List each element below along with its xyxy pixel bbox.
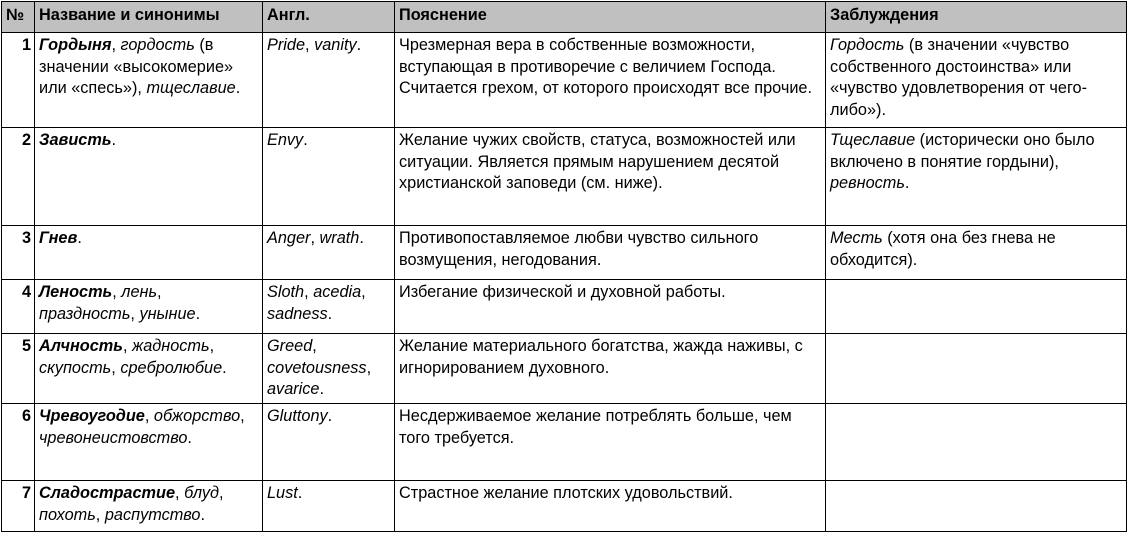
cell-name — [35, 128, 263, 226]
cell-name-text: . — [195, 304, 201, 323]
cell-num: 6 — [2, 404, 35, 481]
cell-misc-text: ревность — [830, 174, 905, 192]
cell-name-text: . — [200, 505, 206, 524]
header-misc: Заблуждения — [826, 2, 1127, 33]
cell-eng-text: acedia — [313, 283, 362, 301]
cell-eng-text: Sloth — [267, 283, 305, 301]
cell-eng-text: , — [304, 283, 314, 301]
cell-name-text: блуд — [184, 484, 220, 502]
cell-eng — [263, 128, 395, 226]
cell-eng-text: Pride — [267, 36, 306, 54]
cell-name-text: , — [209, 337, 215, 355]
table-row — [2, 280, 1127, 334]
cell-eng-text: Anger — [267, 229, 311, 247]
cell-name-text: Зависть — [39, 131, 112, 149]
cell-eng — [263, 334, 395, 404]
cell-misc — [826, 334, 1127, 404]
cell-eng — [263, 226, 395, 280]
cell-name-text: чревонеистовство — [39, 428, 188, 447]
cell-name-text: Гнев — [39, 229, 78, 247]
cell-desc — [395, 128, 826, 226]
cell-misc — [826, 33, 1127, 128]
cell-eng-text: Envy — [267, 131, 304, 149]
cell-misc-text: Месть — [830, 229, 883, 247]
cell-misc-text: (исторически оно было включено в понятие гордыни), — [830, 131, 1095, 171]
cell-misc — [826, 128, 1127, 226]
cell-desc-text: Страстное желание плотских удовольствий. — [399, 484, 733, 502]
cell-name-text: . — [235, 79, 241, 97]
cell-eng-text: , — [305, 36, 315, 54]
cell-eng-text: wrath — [319, 229, 360, 247]
cell-name-text: , — [240, 407, 245, 425]
cell-eng-text: . — [297, 484, 303, 502]
cell-eng-text: . — [356, 36, 362, 54]
cell-name-text: , — [112, 283, 122, 301]
cell-eng — [263, 404, 395, 481]
table-row — [2, 33, 1127, 128]
cell-name-text: жадность — [132, 337, 210, 355]
cell-desc — [395, 334, 826, 404]
cell-name-text: , — [175, 484, 185, 502]
cell-name-text: праздность — [39, 304, 131, 323]
cell-eng — [263, 280, 395, 334]
cell-name-text: , — [219, 484, 224, 502]
cell-eng-text: . — [303, 131, 308, 149]
header-row — [2, 2, 1127, 33]
cell-name-text: Алчность — [39, 337, 123, 355]
cell-name-text: , — [122, 337, 133, 355]
table-body — [2, 33, 1127, 532]
cell-name-text: лень — [121, 283, 158, 301]
cell-name — [35, 404, 263, 481]
cell-eng-text: avarice — [267, 380, 320, 398]
cell-eng-text: . — [319, 380, 325, 398]
cell-name-text: , — [95, 505, 105, 524]
cell-name-text: , — [111, 358, 121, 377]
cell-name-text: гордость — [120, 36, 195, 54]
cell-eng-text: sadness — [267, 304, 328, 323]
cell-desc-text: Несдерживаемое желание потреблять больше, чем того требуется. — [399, 407, 792, 447]
cell-name-text: , — [130, 304, 140, 323]
cell-name-text: Сладострастие — [39, 484, 176, 502]
cell-name-text: . — [222, 358, 227, 377]
cell-name-text: распутство — [104, 505, 201, 524]
cell-eng-text: Gluttony — [267, 407, 328, 425]
cell-desc — [395, 404, 826, 481]
cell-name — [35, 334, 263, 404]
cell-num: 5 — [2, 334, 35, 404]
cell-desc — [395, 226, 826, 280]
cell-name — [35, 481, 263, 532]
cell-eng-text: , — [361, 283, 366, 301]
cell-misc — [826, 226, 1127, 280]
cell-name-text: сребролюбие — [120, 358, 223, 377]
cell-name-text: обжорство — [153, 407, 241, 425]
cell-num: 7 — [2, 481, 35, 532]
cell-name — [35, 226, 263, 280]
cell-misc-text: Гордость — [830, 36, 905, 54]
cell-name-text: Гордыня — [39, 36, 112, 54]
header-desc: Пояснение — [395, 2, 826, 33]
cell-desc — [395, 481, 826, 532]
table-row — [2, 226, 1127, 280]
cell-name-text: , — [111, 36, 121, 54]
cell-name-text: уныние — [139, 304, 196, 323]
cell-name — [35, 33, 263, 128]
cell-num: 3 — [2, 226, 35, 280]
cell-num: 1 — [2, 33, 35, 128]
cell-eng-text: Lust — [267, 484, 298, 502]
cell-name-text: тщеславие — [146, 79, 236, 97]
cell-eng-text: , — [310, 229, 320, 247]
cell-eng-text: , — [366, 358, 372, 377]
cell-misc — [826, 280, 1127, 334]
cell-desc-text: Противопоставляемое любви чувство сильного возмущения, негодования. — [399, 229, 759, 269]
table-row — [2, 481, 1127, 532]
header-name: Название и синонимы — [35, 2, 263, 33]
table-row — [2, 128, 1127, 226]
cell-name-text: скупость — [39, 358, 112, 377]
cell-eng — [263, 33, 395, 128]
cell-misc-text: (в значении «чувство собственного достоинства» или «чувство удовлетворения от чего-либо»). — [830, 36, 1088, 119]
header-num: № — [2, 2, 35, 33]
cell-eng — [263, 481, 395, 532]
cell-eng-text: . — [327, 304, 333, 323]
cell-name — [35, 280, 263, 334]
cell-desc-text: Избегание физической и духовной работы. — [399, 283, 726, 301]
table-row — [2, 334, 1127, 404]
header-eng: Англ. — [263, 2, 395, 33]
sins-table — [1, 1, 1127, 532]
cell-eng-text: Greed — [267, 337, 313, 355]
cell-eng-text: . — [327, 407, 333, 425]
cell-name-text: (в значении «высокомерие» или «спесь»), — [39, 36, 234, 97]
cell-desc-text: Желание материального богатства, жажда наживы, с игнорированием духовного. — [399, 337, 803, 377]
cell-eng-text: vanity — [314, 36, 357, 54]
cell-name-text: . — [77, 229, 82, 247]
cell-name-text: . — [111, 131, 117, 149]
cell-name-text: похоть — [39, 505, 96, 524]
table-row — [2, 404, 1127, 481]
cell-misc — [826, 404, 1127, 481]
cell-num: 4 — [2, 280, 35, 334]
cell-desc-text: Желание чужих свойств, статуса, возможностей или ситуации. Является прямым нарушением десятой христианской заповеди (см. ниже). — [399, 131, 796, 192]
cell-eng-text: , — [312, 337, 317, 355]
cell-desc — [395, 280, 826, 334]
cell-num: 2 — [2, 128, 35, 226]
cell-name-text: Чревоугодие — [39, 407, 145, 425]
cell-misc — [826, 481, 1127, 532]
cell-misc-text: Тщеславие — [830, 131, 916, 149]
cell-desc-text: Чрезмерная вера в собственные возможности, вступающая в противоречие с величием Господа. Считается грехом, от которого происходят все прочие. — [399, 36, 812, 97]
cell-name-text: Леность — [39, 283, 113, 301]
cell-eng-text: . — [359, 229, 364, 247]
cell-misc-text: . — [904, 174, 910, 192]
cell-desc — [395, 33, 826, 128]
cell-name-text: , — [157, 283, 162, 301]
cell-name-text: , — [144, 407, 154, 425]
cell-name-text: . — [187, 428, 192, 447]
cell-eng-text: covetousness — [267, 358, 367, 377]
cell-misc-text: (хотя она без гнева не обходится). — [830, 229, 1056, 269]
